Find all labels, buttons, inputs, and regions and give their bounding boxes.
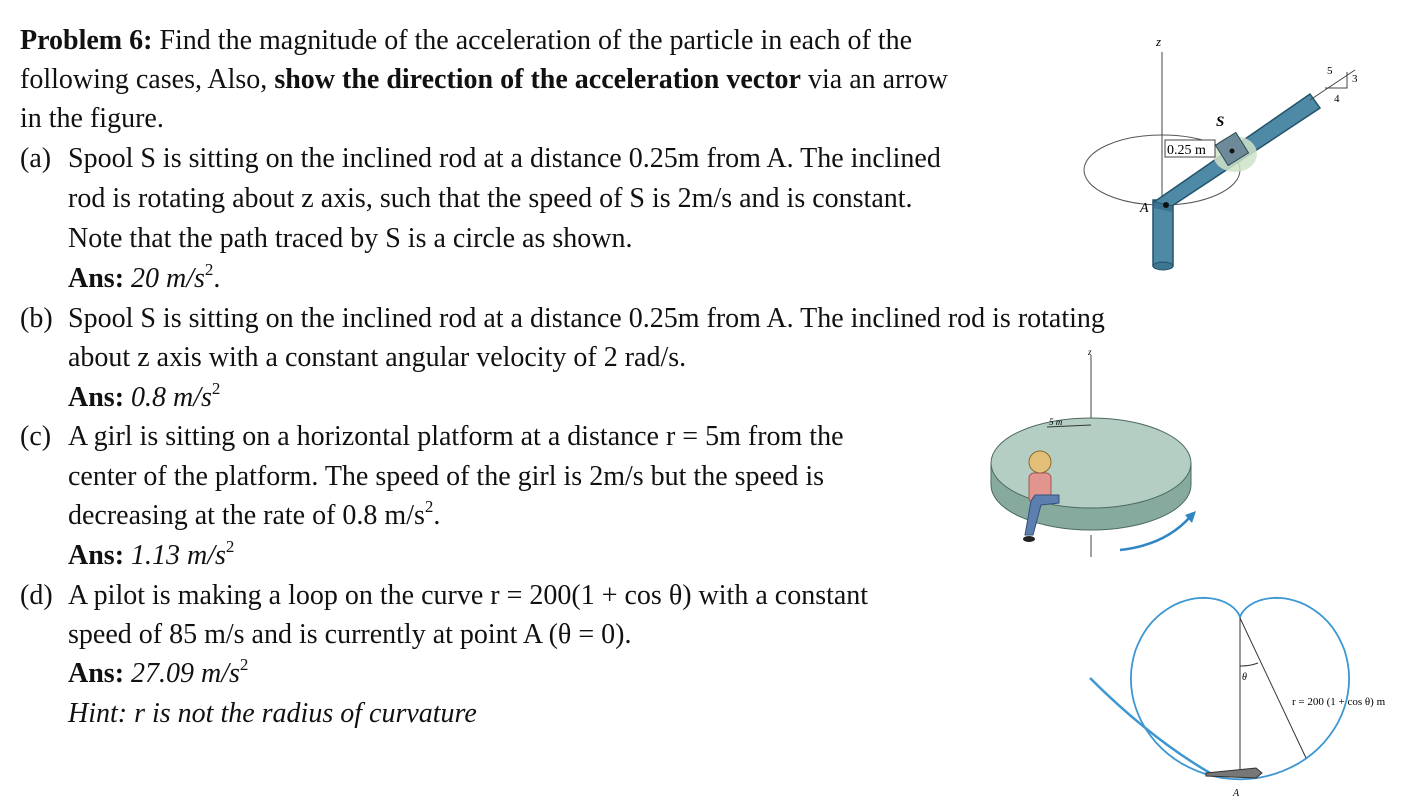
unit-exponent: 2: [424, 496, 434, 516]
point-a-label: A: [1140, 201, 1149, 216]
slope-hypotenuse: [1310, 70, 1355, 100]
part-c-line-1: A girl is sitting on a horizontal platform at a distance r = 5m from the: [68, 421, 844, 452]
approach-path: [1090, 678, 1210, 773]
radius-label: 5 m: [1049, 417, 1063, 427]
rod-base: [1153, 262, 1173, 270]
slope-label-3: 3: [1352, 73, 1358, 85]
answer-value: 20 m/s: [131, 263, 205, 294]
problem-title-line: [20, 24, 912, 58]
distance-label: 0.25 m: [1167, 143, 1206, 158]
figure-a-rod-spool: [1080, 30, 1380, 280]
answer-value: 1.13 m/s: [131, 540, 226, 571]
part-d-answer: [68, 654, 249, 691]
radius-line: [1240, 618, 1306, 758]
point-a-label: A: [1233, 788, 1240, 799]
theta-arc: [1240, 663, 1258, 666]
figure-c-platform: [985, 345, 1225, 565]
problem-intro-line-2: [20, 63, 948, 97]
answer-exponent: 2: [204, 259, 214, 279]
problem-intro-1: Find the magnitude of the acceleration of the particle in each of the: [152, 25, 913, 56]
part-c-line-3: [68, 496, 441, 533]
point-a: [1163, 202, 1169, 208]
answer-value: 0.8 m/s: [131, 382, 212, 413]
emphasis-text: show the direction of the acceleration vector: [274, 64, 801, 95]
answer-exponent: 2: [239, 654, 249, 674]
answer-label: Ans:: [68, 382, 125, 413]
part-c-line-2: center of the platform. The speed of the girl is 2m/s but the speed is: [68, 461, 825, 492]
slope-label-5: 5: [1327, 65, 1333, 77]
problem-intro-line-3: in the figure.: [20, 103, 164, 134]
girl-head: [1029, 451, 1051, 473]
answer-value: 27.09 m/s: [131, 658, 240, 689]
part-b-line-2: about z axis with a constant angular velocity of 2 rad/s.: [68, 342, 687, 373]
curve-equation-label: r = 200 (1 + cos θ) m: [1292, 696, 1386, 708]
answer-label: Ans:: [68, 540, 125, 571]
part-a-line-2: rod is rotating about z axis, such that the speed of S is 2m/s and is constant.: [68, 183, 913, 214]
answer-tail: .: [213, 263, 221, 294]
part-d-line-1: A pilot is making a loop on the curve r = 200(1 + cos θ) with a constant: [68, 580, 869, 611]
part-b-marker: (b): [20, 303, 53, 334]
platform-top: [991, 418, 1191, 508]
part-c-line-3-tail: .: [433, 500, 441, 531]
part-c-answer: [68, 536, 235, 573]
answer-exponent: 2: [211, 378, 221, 398]
z-axis-label: z: [1088, 347, 1092, 357]
spool-point: [1230, 149, 1235, 154]
part-c-marker: (c): [20, 421, 52, 452]
spool-label: S: [1216, 114, 1225, 130]
answer-exponent: 2: [225, 536, 235, 556]
part-d-line-2: speed of 85 m/s and is currently at point A (θ = 0).: [68, 619, 632, 650]
part-a-line-1: Spool S is sitting on the inclined rod at a distance 0.25m from A. The inclined: [68, 143, 941, 174]
airplane: [1206, 768, 1262, 778]
part-b-answer: [68, 378, 221, 415]
part-c-line-3-text: decreasing at the rate of 0.8 m/s: [68, 500, 425, 531]
part-b-line-1: Spool S is sitting on the inclined rod at a distance 0.25m from A. The inclined rod is rotating: [68, 303, 1105, 334]
slope-label-4: 4: [1334, 93, 1340, 105]
answer-label: Ans:: [68, 658, 125, 689]
part-a-line-3: Note that the path traced by S is a circle as shown.: [68, 223, 633, 254]
problem-label: Problem 6:: [20, 25, 153, 56]
theta-label: θ: [1242, 672, 1247, 683]
part-d-hint: Hint: r is not the radius of curvature: [68, 698, 477, 729]
z-axis-label: z: [1156, 34, 1162, 49]
intro-text: following cases, Also,: [20, 64, 275, 95]
part-d-marker: (d): [20, 580, 53, 611]
girl-shoe: [1023, 536, 1035, 542]
figure-d-cardioid: [1080, 578, 1422, 800]
intro-text-tail: via an arrow: [800, 64, 948, 95]
answer-label: Ans:: [68, 263, 125, 294]
part-a-answer: [68, 259, 221, 296]
part-a-marker: (a): [20, 143, 52, 174]
